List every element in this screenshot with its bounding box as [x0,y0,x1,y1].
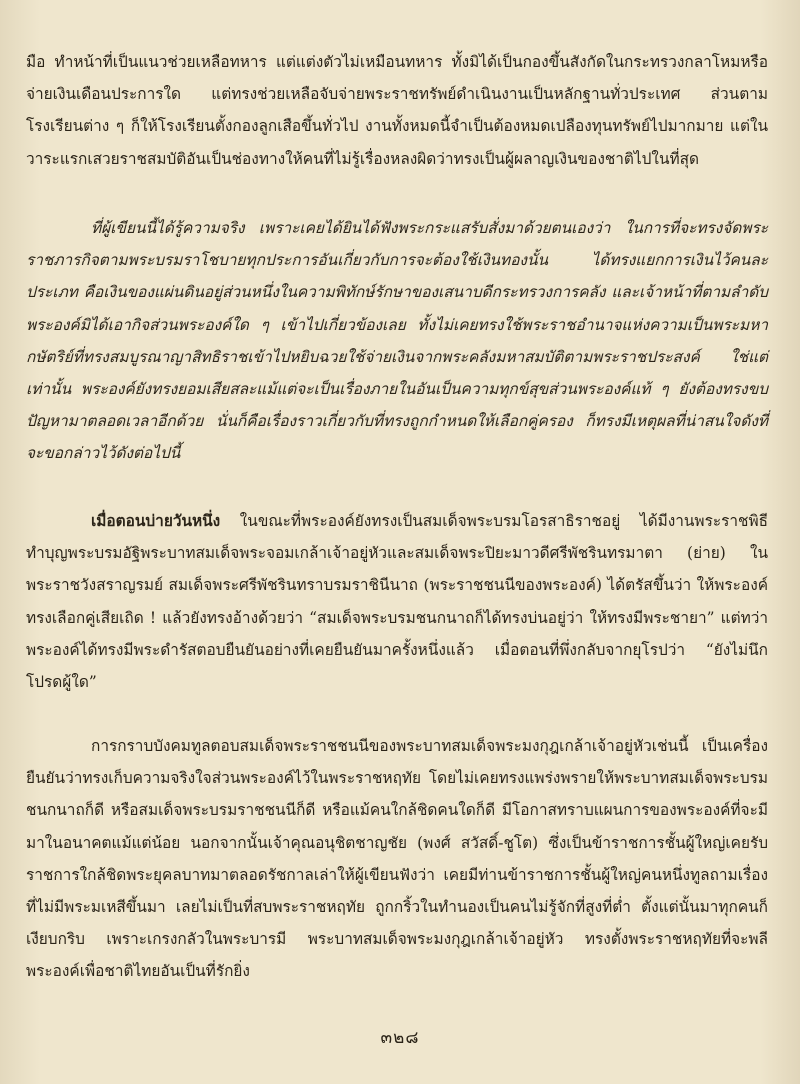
body-paragraph-3 [26,505,768,698]
paragraph-lead-bold: เมื่อตอนบ่ายวันหนึ่ง [91,512,221,530]
body-paragraph-1 [26,46,768,175]
paragraph-container [26,505,768,698]
paragraph-text: ที่ผู้เขียนนี้ได้รู้ความจริง เพราะเคยได้ยินได้ฟังพระกระแสรับสั่งมาด้วยตนเองว่า ในการที่จะทรงจัดพระราชภารกิจตามพระบรมราโชบายทุกประการอันเกี่ยวกับการจะต้องใช้เงินทองนั้น ได้ทรงแยกการเงินไว้คนละประเภท คือเงินของแผ่นดินอยู่ส่วนหนึ่งในความพิทักษ์รักษาของเสนาบดีกระทรวงการคลัง และเจ้าหน้าที่ตามลำดับ พระองค์มิได้เอากิจส่วนพระองค์ใด ๆ เข้าไปเกี่ยวข้องเลย ทั้งไม่เคยทรงใช้พระราชอำนาจแห่งความเป็นพระมหากษัตริย์ที่ทรงสมบูรณาญาสิทธิราชเข้าไปหยิบฉวยใช้จ่ายเงินจากพระคลังมหาสมบัติตามพระราชประสงค์ ใช่แต่เท่านั้น พระองค์ยังทรงยอมเสียสละแม้แต่จะเป็นเรื่องภายในอันเป็นความทุกข์สุขส่วนพระองค์แท้ ๆ ยังต้องทรงขบปัญหามาตลอดเวลาอีกด้วย นั่นก็คือเรื่องราวเกี่ยวกับที่ทรงถูกกำหนดให้เลือกคู่ครอง ก็ทรงมีเหตุผลที่น่าสนใจดังที่จะขอกล่าวไว้ดังต่อไปนี้ [26,219,768,463]
paragraph-text: มือ ทำหน้าที่เป็นแนวช่วยเหลือทหาร แต่แต่งตัวไม่เหมือนทหาร ทั้งมิได้เป็นกองขึ้นสังกัดในกระทรวงกลาโหมหรือจ่ายเงินเดือนประการใด แต่ทรงช่วยเหลือจับจ่ายพระราชทรัพย์ดำเนินงานเป็นหลักฐานทั่วประเทศ ส่วนตามโรงเรียนต่าง ๆ ก็ให้โรงเรียนตั้งกองลูกเสือขึ้นทั่วไป งานทั้งหมดนี้จำเป็นต้องหมดเปลืองทุนทรัพย์ไปมากมาย แต่ในวาระแรกเสวยราชสมบัติอันเป็นช่องทางให้คนที่ไม่รู้เรื่องหลงผิดว่าทรงเป็นผู้ผลาญเงินของชาติไปในที่สุด [26,53,768,168]
paragraph-text: ในขณะที่พระองค์ยังทรงเป็นสมเด็จพระบรมโอรสาธิราชอยู่ ได้มีงานพระราชพิธีทำบุญพระบรมอัฐิพระบาทสมเด็จพระจอมเกล้าเจ้าอยู่หัวและสมเด็จพระปิยะมาวดีศรีพัชรินทรมาตา (ย่าย) ในพระราชวังสราญรมย์ สมเด็จพระศรีพัชรินทราบรมราชินีนาถ (พระราชชนนีของพระองค์) ได้ตรัสขึ้นว่า ให้พระองค์ทรงเลือกคู่เสียเถิด ! แล้วยังทรงอ้างด้วยว่า “สมเด็จพระบรมชนกนาถก็ได้ทรงบ่นอยู่ว่า ให้ทรงมีพระชายา” แต่ทว่าพระองค์ได้ทรงมีพระดำรัสตอบยืนยันอย่างที่เคยยืนยันมาครั้งหนึ่งแล้ว เมื่อตอนที่พึ่งกลับจากยุโรปว่า “ยังไม่นึกโปรดผู้ใด” [26,512,768,692]
paragraph-text: การกราบบังคมทูลตอบสมเด็จพระราชชนนีของพระบาทสมเด็จพระมงกุฎเกล้าเจ้าอยู่หัวเช่นนี้ เป็นเครื่องยืนยันว่าทรงเก็บความจริงใจส่วนพระองค์ไว้ในพระราชหฤทัย โดยไม่เคยทรงแพร่งพรายให้พระบาทสมเด็จพระบรมชนกนาถก็ดี หรือสมเด็จพระบรมราชชนนีก็ดี หรือแม้คนใกล้ชิดคนใดก็ดี มีโอกาสทราบแผนการของพระองค์ที่จะมีมาในอนาคตแม้แต่น้อย นอกจากนั้นเจ้าคุณอนุชิตชาญชัย (พงศ์ สวัสดิ์-ชูโต) ซึ่งเป็นข้าราชการชั้นผู้ใหญ่เคยรับราชการใกล้ชิดพระยุคลบาทมาตลอดรัชกาลเล่าให้ผู้เขียนฟังว่า เคยมีท่านข้าราชการชั้นผู้ใหญ่คนหนึ่งทูลถามเรื่องที่ไม่มีพระมเหสีขึ้นมา เลยไม่เป็นที่สบพระราชหฤทัย ถูกกริ้วในทำนองเป็นคนไม่รู้จักที่สูงที่ต่ำ ตั้งแต่นั้นมาทุกคนก็เงียบกริบ เพราะเกรงกลัวในพระบารมี พระบาทสมเด็จพระมงกุฎเกล้าเจ้าอยู่หัว ทรงตั้งพระราชหฤทัยที่จะพลีพระองค์เพื่อชาติไทยอันเป็นที่รักยิ่ง [26,737,768,981]
page-number: ๓๒๘ [380,1028,420,1048]
body-paragraph-4 [26,730,768,988]
body-paragraph-2 [26,212,768,470]
